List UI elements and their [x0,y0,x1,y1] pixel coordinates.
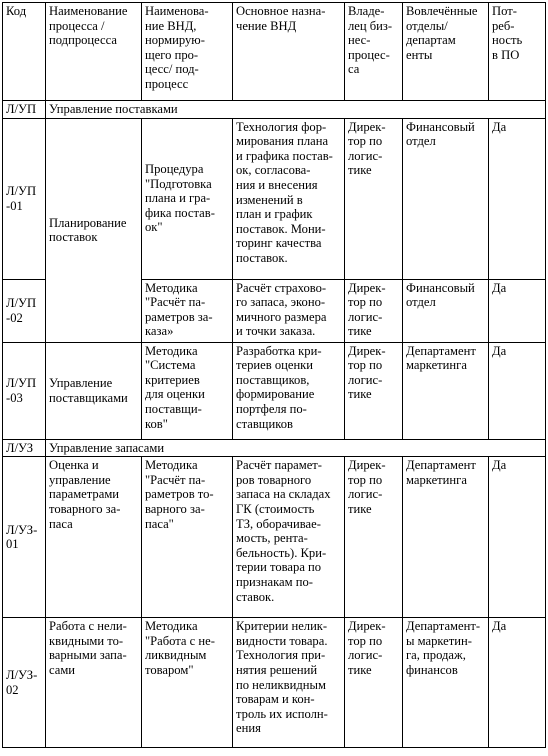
table-row [3,618,546,748]
row-owner: Дирек- тор по логис- тике [345,457,403,618]
header-software: Пот- реб- ность в ПО [489,3,546,101]
header-code: Код [3,3,46,101]
row-software: Да [489,457,546,618]
section-code: Л/УЗ [3,439,46,457]
row-software: Да [489,618,546,748]
row-doc: Методика "Система критериев для оценки поставщи- ков" [142,342,233,439]
table-row [3,118,546,279]
process-table [2,2,546,748]
row-depts: Финансовый отдел [403,118,489,279]
row-purpose: Расчёт парамет- ров товарного запаса на складах ГК (стоимость ТЗ, оборачивае- мость, рента- бельность). Кри- терии товара по признакам по- ставок. [233,457,345,618]
row-owner: Дирек- тор по логис- тике [345,118,403,279]
row-process: Управление поставщиками [46,342,142,439]
row-depts: Департамент маркетинга [403,342,489,439]
row-process: Работа с нели- квидными то- варными запа- сами [46,618,142,748]
row-code: Л/УЗ- 01 [3,457,46,618]
row-code: Л/УП -01 [3,118,46,279]
row-software: Да [489,118,546,279]
table-row [3,457,546,618]
row-doc: Процедура "Подготовка плана и гра- фика постав- ок" [142,118,233,279]
header-purpose: Основное назна- чение ВНД [233,3,345,101]
header-process: Наименование процесса / подпроцесса [46,3,142,101]
row-process: Планирование поставок [46,118,142,342]
row-software: Да [489,279,546,342]
header-row [3,3,546,101]
row-purpose: Разработка кри- териев оценки поставщиков, формирование портфеля по- ставщиков [233,342,345,439]
row-depts: Финансовый отдел [403,279,489,342]
header-owner: Владе- лец биз- нес- процес- са [345,3,403,101]
section-title: Управление запасами [46,439,546,457]
section-title: Управление поставками [46,101,546,119]
row-depts: Департамент маркетинга [403,457,489,618]
header-doc: Наименова- ние ВНД, нормирую- щего про- цесс/ под- процесс [142,3,233,101]
row-doc: Методика "Расчёт па- раметров за- каза» [142,279,233,342]
row-purpose: Технология фор- мирования плана и графика постав- ок, согласова- ния и внесения изменений в план и график поставок. Мони- торинг качества поставок. [233,118,345,279]
row-owner: Дирек- тор по логис- тике [345,618,403,748]
header-depts: Вовлечённые отделы/департам енты [403,3,489,101]
row-doc: Методика "Расчёт па- раметров то- варного за- паса" [142,457,233,618]
section-code: Л/УП [3,101,46,119]
row-process: Оценка и управление параметрами товарного за- паса [46,457,142,618]
row-code: Л/УЗ- 02 [3,618,46,748]
row-doc: Методика "Работа с не- ликвидным товаром" [142,618,233,748]
row-software: Да [489,342,546,439]
row-code: Л/УП -03 [3,342,46,439]
row-purpose: Критерии нелик- видности товара. Технология при- нятия решений по неликвидным товарам и кон- троль их исполн- ения [233,618,345,748]
section-row-inventory [3,439,546,457]
row-purpose: Расчёт страхово- го запаса, эконо- мичного размера и точки заказа. [233,279,345,342]
row-owner: Дирек- тор по логис- тике [345,342,403,439]
row-depts: Департамент- ы маркетин- га, продаж, финансов [403,618,489,748]
section-row-supply [3,101,546,119]
table-row [3,342,546,439]
row-code: Л/УП -02 [3,279,46,342]
row-owner: Дирек- тор по логис- тике [345,279,403,342]
